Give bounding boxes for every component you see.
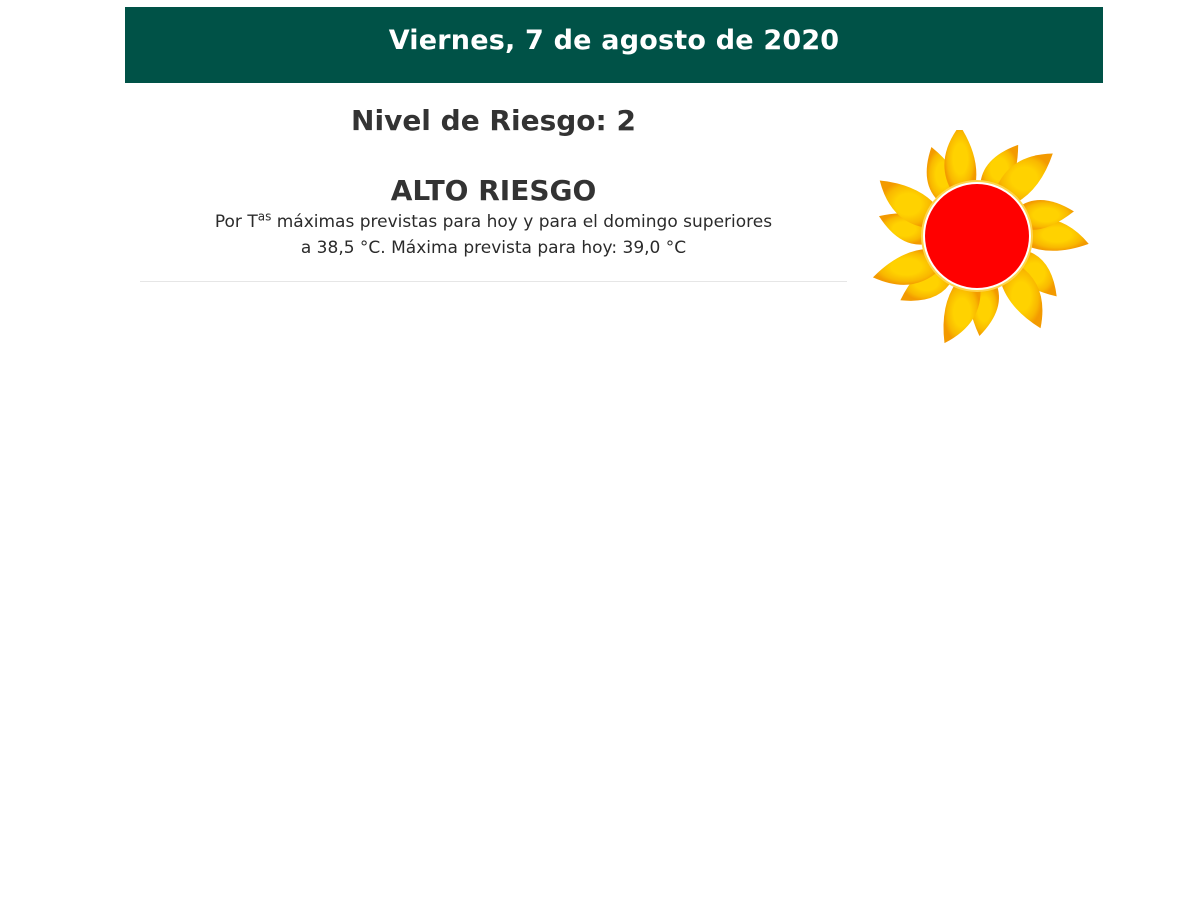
sun-core xyxy=(925,184,1029,288)
risk-description xyxy=(140,209,847,261)
risk-description-line2: a 38,5 °C. Máxima prevista para hoy: 39,0 °C xyxy=(300,238,687,258)
date-title: Viernes, 7 de agosto de 2020 xyxy=(388,24,840,56)
sun-icon xyxy=(860,130,1090,350)
risk-desc-line1-rest: máximas previstas para hoy y para el domingo superiores xyxy=(271,212,773,232)
sun-icon-graphic xyxy=(860,130,1090,350)
divider xyxy=(140,281,847,282)
risk-level: Nivel de Riesgo: 2 xyxy=(351,104,636,137)
risk-panel xyxy=(140,83,847,282)
risk-description-line1 xyxy=(140,209,847,235)
risk-desc-prefix: Por T xyxy=(214,212,258,232)
date-header xyxy=(125,7,1103,83)
risk-desc-superscript: as xyxy=(257,209,272,224)
risk-label: ALTO RIESGO xyxy=(390,174,597,207)
